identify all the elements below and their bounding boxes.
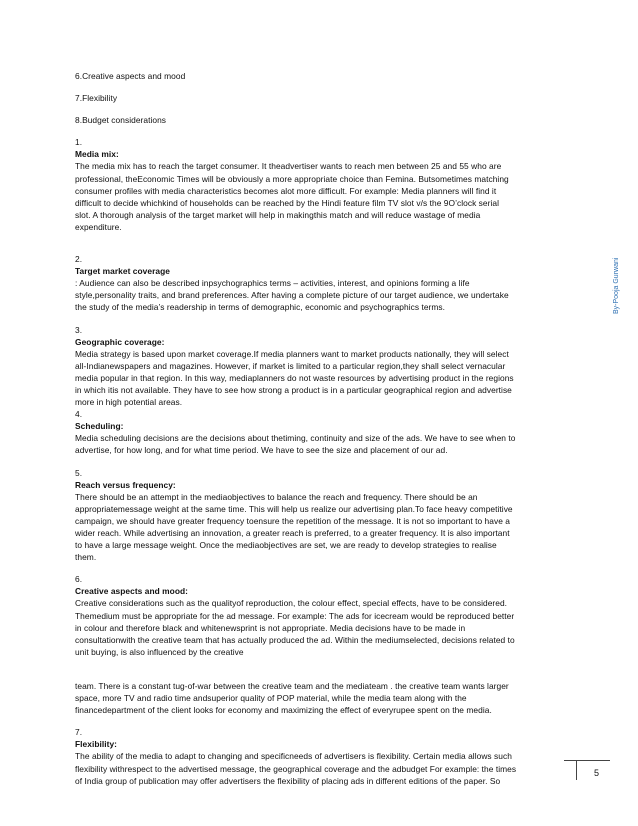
body-line: There should be an attempt in the mediaobjectives to balance the reach and frequency. There should be an: [75, 491, 478, 502]
section-creative-aspects: [75, 573, 595, 716]
body-line: professional, theEconomic Times will be obviously a more appropriate choice than Femina. Butsometimes matching: [75, 173, 509, 184]
body-line: all-Indianewspapers and magazines. However, if market is limited to a particular region,they shall select vernacular: [75, 360, 506, 371]
body-line: campaign, we should have greater frequency toensure the repetition of the message. It is not so important to have a: [75, 515, 510, 526]
body-line: in which itis not available. They have to see how strong a product is in a particular geographical region and advertise: [75, 384, 512, 395]
body-line: wider reach. While advertising an innovation, a greater reach is preferred, to a greater frequency. It is also important: [75, 528, 510, 538]
body-line: : Audience can also be described inpsychographics terms – activities, interest, and opinions forming a life: [75, 278, 470, 289]
section-number: 7.: [75, 727, 83, 738]
section-heading: Scheduling:: [75, 421, 124, 432]
intro-item: 6.Creative aspects and mood: [75, 71, 186, 81]
body-line: Creative considerations such as the qualityof reproduction, the colour effect, special effects, have to be considered.: [75, 598, 508, 609]
body-line: of India group of publication may offer advertisers the flexibility of placing ads in different editions of the paper. So: [75, 775, 501, 786]
section-geographic-coverage: [75, 324, 595, 409]
body-line: more in high potential areas.: [75, 397, 183, 408]
section-heading: Media mix:: [75, 149, 119, 160]
body-line: advertise, for how long, and for what time period. We have to see the size and placement of our ad.: [75, 445, 448, 456]
body-line: Media strategy is based upon market coverage.If media planners want to market products nationally, they will select: [75, 348, 509, 359]
section-number: 5.: [75, 467, 83, 478]
section-number: 3.: [75, 324, 83, 335]
section-scheduling: [75, 408, 595, 456]
body-line: Media scheduling decisions are the decisions about thetiming, continuity and size of the ads. We have to see when to: [75, 433, 516, 444]
body-line: difficult to decide whichkind of households can be reached by the Hindi feature film TV slot v/s the 9O’clock serial: [75, 197, 499, 208]
body-line: them.: [75, 552, 97, 563]
footer-rule: [564, 760, 610, 761]
section-number: 1.: [75, 137, 83, 148]
page-content: [75, 70, 595, 787]
body-line: media popular in that region. In this way, mediaplanners do not waste resources by advertising product in the regions: [75, 372, 514, 383]
section-media-mix: [75, 136, 595, 233]
section-flexibility: [75, 726, 595, 786]
body-line: appropriatemessage weight at the same time. This will help us realize our advertising plan.To face heavy competitive: [75, 503, 513, 514]
body-line: flexibility withrespect to the advertised message, the geographical coverage and the adbudget For example: the times: [75, 763, 517, 774]
intro-item: 7.Flexibility: [75, 93, 118, 104]
body-line: in colour and therefore black and whitenewsprint is not appropriate. Media decisions have to be made in: [75, 622, 466, 633]
footer-rule-vertical: [576, 760, 577, 780]
section-number: 6.: [75, 574, 83, 585]
section-number: 4.: [75, 409, 83, 420]
section-heading: Reach versus frequency:: [75, 479, 176, 490]
body-line: the study of the media’s readership in terms of demographic, economic and psychographics terms.: [75, 302, 446, 313]
section-reach-versus-frequency: [75, 467, 595, 564]
page-number: 5: [594, 768, 600, 778]
body-line: style,personality traits, and brand preferences. After having a complete picture of our target audience, we undertake: [75, 290, 509, 301]
section-heading: Creative aspects and mood:: [75, 586, 189, 597]
body-line: to have a large message weight. Once the mediaobjectives are set, we are ready to develop strategies to realise: [75, 540, 497, 551]
body-line: The ability of the media to adapt to changing and specificneeds of advertisers is flexibility. Certain media allows such: [75, 751, 512, 762]
body-line: slot. A thorough analysis of the target market will help in makingthis match and will reduce wastage of media: [75, 209, 481, 220]
body-line: unit buying, is also influenced by the creative: [75, 646, 244, 657]
body-line: financedepartment of the client looks for economy and maximizing the effect of everyrupee spent on the media.: [75, 705, 492, 716]
section-heading: Target market coverage: [75, 266, 170, 277]
section-target-market-coverage: [75, 253, 595, 313]
section-heading: Flexibility:: [75, 739, 118, 750]
body-line: expenditure.: [75, 221, 122, 232]
body-line: Themedium must be appropriate for the ad message. For example: The ads for icecream would be reproduced better: [75, 610, 515, 621]
author-label-text: By-Pooja Gurwani: [613, 257, 620, 314]
intro-item: 8.Budget considerations: [75, 115, 167, 126]
section-heading: Geographic coverage:: [75, 336, 165, 347]
body-line: The media mix has to reach the target consumer. It theadvertiser wants to reach men between 25 and 55 who are: [75, 161, 502, 172]
section-number: 2.: [75, 254, 83, 265]
body-line: consumer profiles with media characteristics becomes alot more difficult. For example: Media planners will find it: [75, 185, 497, 196]
author-side-label: [613, 232, 625, 322]
body-line: consultationwith the creative team that has actually produced the ad. Within the mediumselected, decisions related to: [75, 634, 515, 645]
body-line: team. There is a constant tug-of-war between the creative team and the mediateam . the creative team wants larger: [75, 680, 509, 691]
body-line: space, more TV and radio time andsuperior quality of POP material, while the media team along with the: [75, 693, 467, 704]
